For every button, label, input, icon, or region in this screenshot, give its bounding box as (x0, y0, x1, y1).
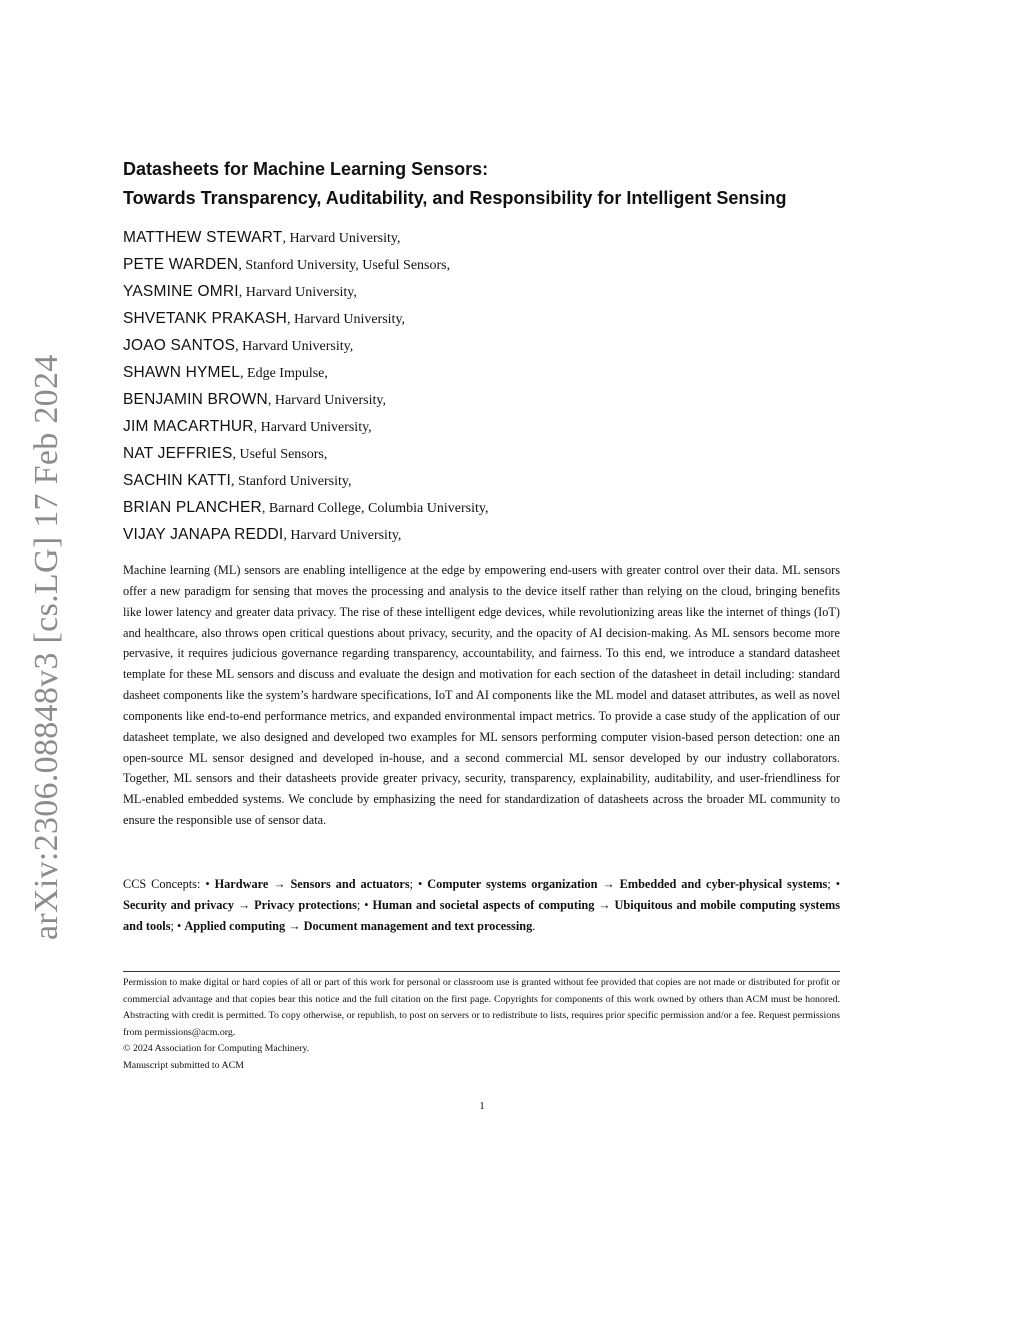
permission-footnote (123, 975, 840, 1075)
author-affiliation: , Harvard University, (253, 420, 372, 435)
author-entry (123, 362, 843, 389)
author-entry (123, 281, 843, 308)
author-affiliation: , Edge Impulse, (240, 366, 328, 381)
footnote-divider (123, 971, 840, 972)
author-affiliation: , Harvard University, (283, 528, 402, 543)
author-list (123, 227, 843, 551)
author-entry (123, 497, 843, 524)
author-name: YASMINE OMRI (123, 283, 239, 300)
ccs-item: Hardware → Sensors and actuators (214, 877, 410, 891)
author-name: SACHIN KATTI (123, 472, 232, 489)
author-name: VIJAY JANAPA REDDI (123, 526, 284, 543)
author-affiliation: , Harvard University, (286, 312, 406, 327)
author-name: JIM MACARTHUR (123, 418, 254, 435)
ccs-item: Applied computing → Document management and text processing (184, 919, 533, 933)
author-entry (123, 389, 843, 416)
ccs-item: Human and societal aspects of computing → Ubiquitous and mobile computing systems and tools (123, 898, 840, 933)
author-affiliation: , Useful Sensors, (232, 447, 328, 462)
author-name: MATTHEW STEWART (123, 229, 283, 246)
author-affiliation: , Stanford University, Useful Sensors, (238, 258, 451, 273)
author-name: NAT JEFFRIES (123, 445, 233, 462)
page-number: 1 (479, 1100, 485, 1112)
title-line-1: Datasheets for Machine Learning Sensors: (123, 159, 489, 179)
author-affiliation: , Harvard University, (267, 393, 386, 408)
copyright-line: © 2024 Association for Computing Machinery. (123, 1043, 310, 1055)
author-name: BENJAMIN BROWN (123, 391, 268, 408)
author-name: BRIAN PLANCHER (123, 499, 262, 516)
author-entry (123, 524, 843, 551)
author-entry (123, 416, 843, 443)
author-name: SHVETANK PRAKASH (123, 310, 287, 327)
ccs-label: CCS Concepts: (123, 877, 201, 891)
author-entry (123, 443, 843, 470)
author-affiliation: , Stanford University, (231, 474, 352, 489)
author-name: JOAO SANTOS (123, 337, 236, 354)
author-affiliation: , Harvard University, (282, 231, 401, 246)
author-affiliation: , Harvard University, (238, 285, 357, 300)
abstract: Machine learning (ML) sensors are enabling intelligence at the edge by empowering end-users with greater control over their data. ML sensors offer a new paradigm for sensing that moves the processing and analysis to the device itself rather than relying on the cloud, bringing benefits like lower latency and greater data privacy. The rise of these intelligent edge devices, while revolutionizing areas like the internet of things (IoT) and healthcare, also throws open critical questions about privacy, security, and the opacity of AI decision-making. As ML sensors become more pervasive, it requires judicious governance regarding transparency, accountability, and fairness. To this end, we introduce a standard datasheet template for these ML sensors and discuss and evaluate the design and motivation for each section of the datasheet in detail including: standard dasheet components like the system’s hardware specifications, IoT and AI components like the ML model and dataset attributes, as well as novel components like end-to-end performance metrics, and expanded environmental impact metrics. To provide a case study of the application of our datasheet template, we also designed and developed two examples for ML sensors performing computer vision-based person detection: one an open-source ML sensor designed and developed in-house, and a second commercial ML sensor developed by our industry collaborators. Together, ML sensors and their datasheets provide greater privacy, security, transparency, explainability, auditability, and user-friendliness for ML-enabled embedded systems. We conclude by emphasizing the need for standardization of datasheets across the broader ML community to ensure the responsible use of sensor data. (123, 563, 840, 828)
ccs-item: Computer systems organization → Embedded and cyber-physical systems (427, 877, 828, 891)
ccs-item: Security and privacy → Privacy protections (123, 898, 357, 912)
permission-text: Permission to make digital or hard copies of all or part of this work for personal or classroom use is granted without fee provided that copies are not made or distributed for profit or commercial advantage and that copies bear this notice and the full citation on the first page. Copyrights for components of this work owned by others than ACM must be honored. Abstracting with credit is permitted. To copy otherwise, or republish, to post on servers or to redistribute to lists, requires prior specific permission and/or a fee. Request permissions from permissions@acm.org. (123, 977, 840, 1038)
title-line-2: Towards Transparency, Auditability, and Responsibility for Intelligent Sensing (123, 188, 787, 208)
author-entry (123, 308, 843, 335)
author-entry (123, 335, 843, 362)
author-affiliation: , Harvard University, (235, 339, 354, 354)
author-name: SHAWN HYMEL (123, 364, 241, 381)
author-entry (123, 470, 843, 497)
author-entry (123, 227, 843, 254)
ccs-concepts: CCS Concepts: • Hardware → Sensors and actuators; • Computer systems organization → Embedded and cyber-physical systems; • Security and privacy → Privacy protections; • Human and societal aspects of computing → Ubiquitous and mobile computing systems and tools; • Applied computing → Document management and text processing. (123, 877, 841, 933)
author-entry (123, 254, 843, 281)
author-affiliation: , Barnard College, Columbia University, (261, 501, 489, 516)
paper-title (123, 155, 883, 213)
arxiv-identifier-stamp: arXiv:2306.08848v3 [cs.LG] 17 Feb 2024 (28, 354, 65, 940)
manuscript-line: Manuscript submitted to ACM (123, 1059, 244, 1071)
author-name: PETE WARDEN (123, 256, 239, 273)
